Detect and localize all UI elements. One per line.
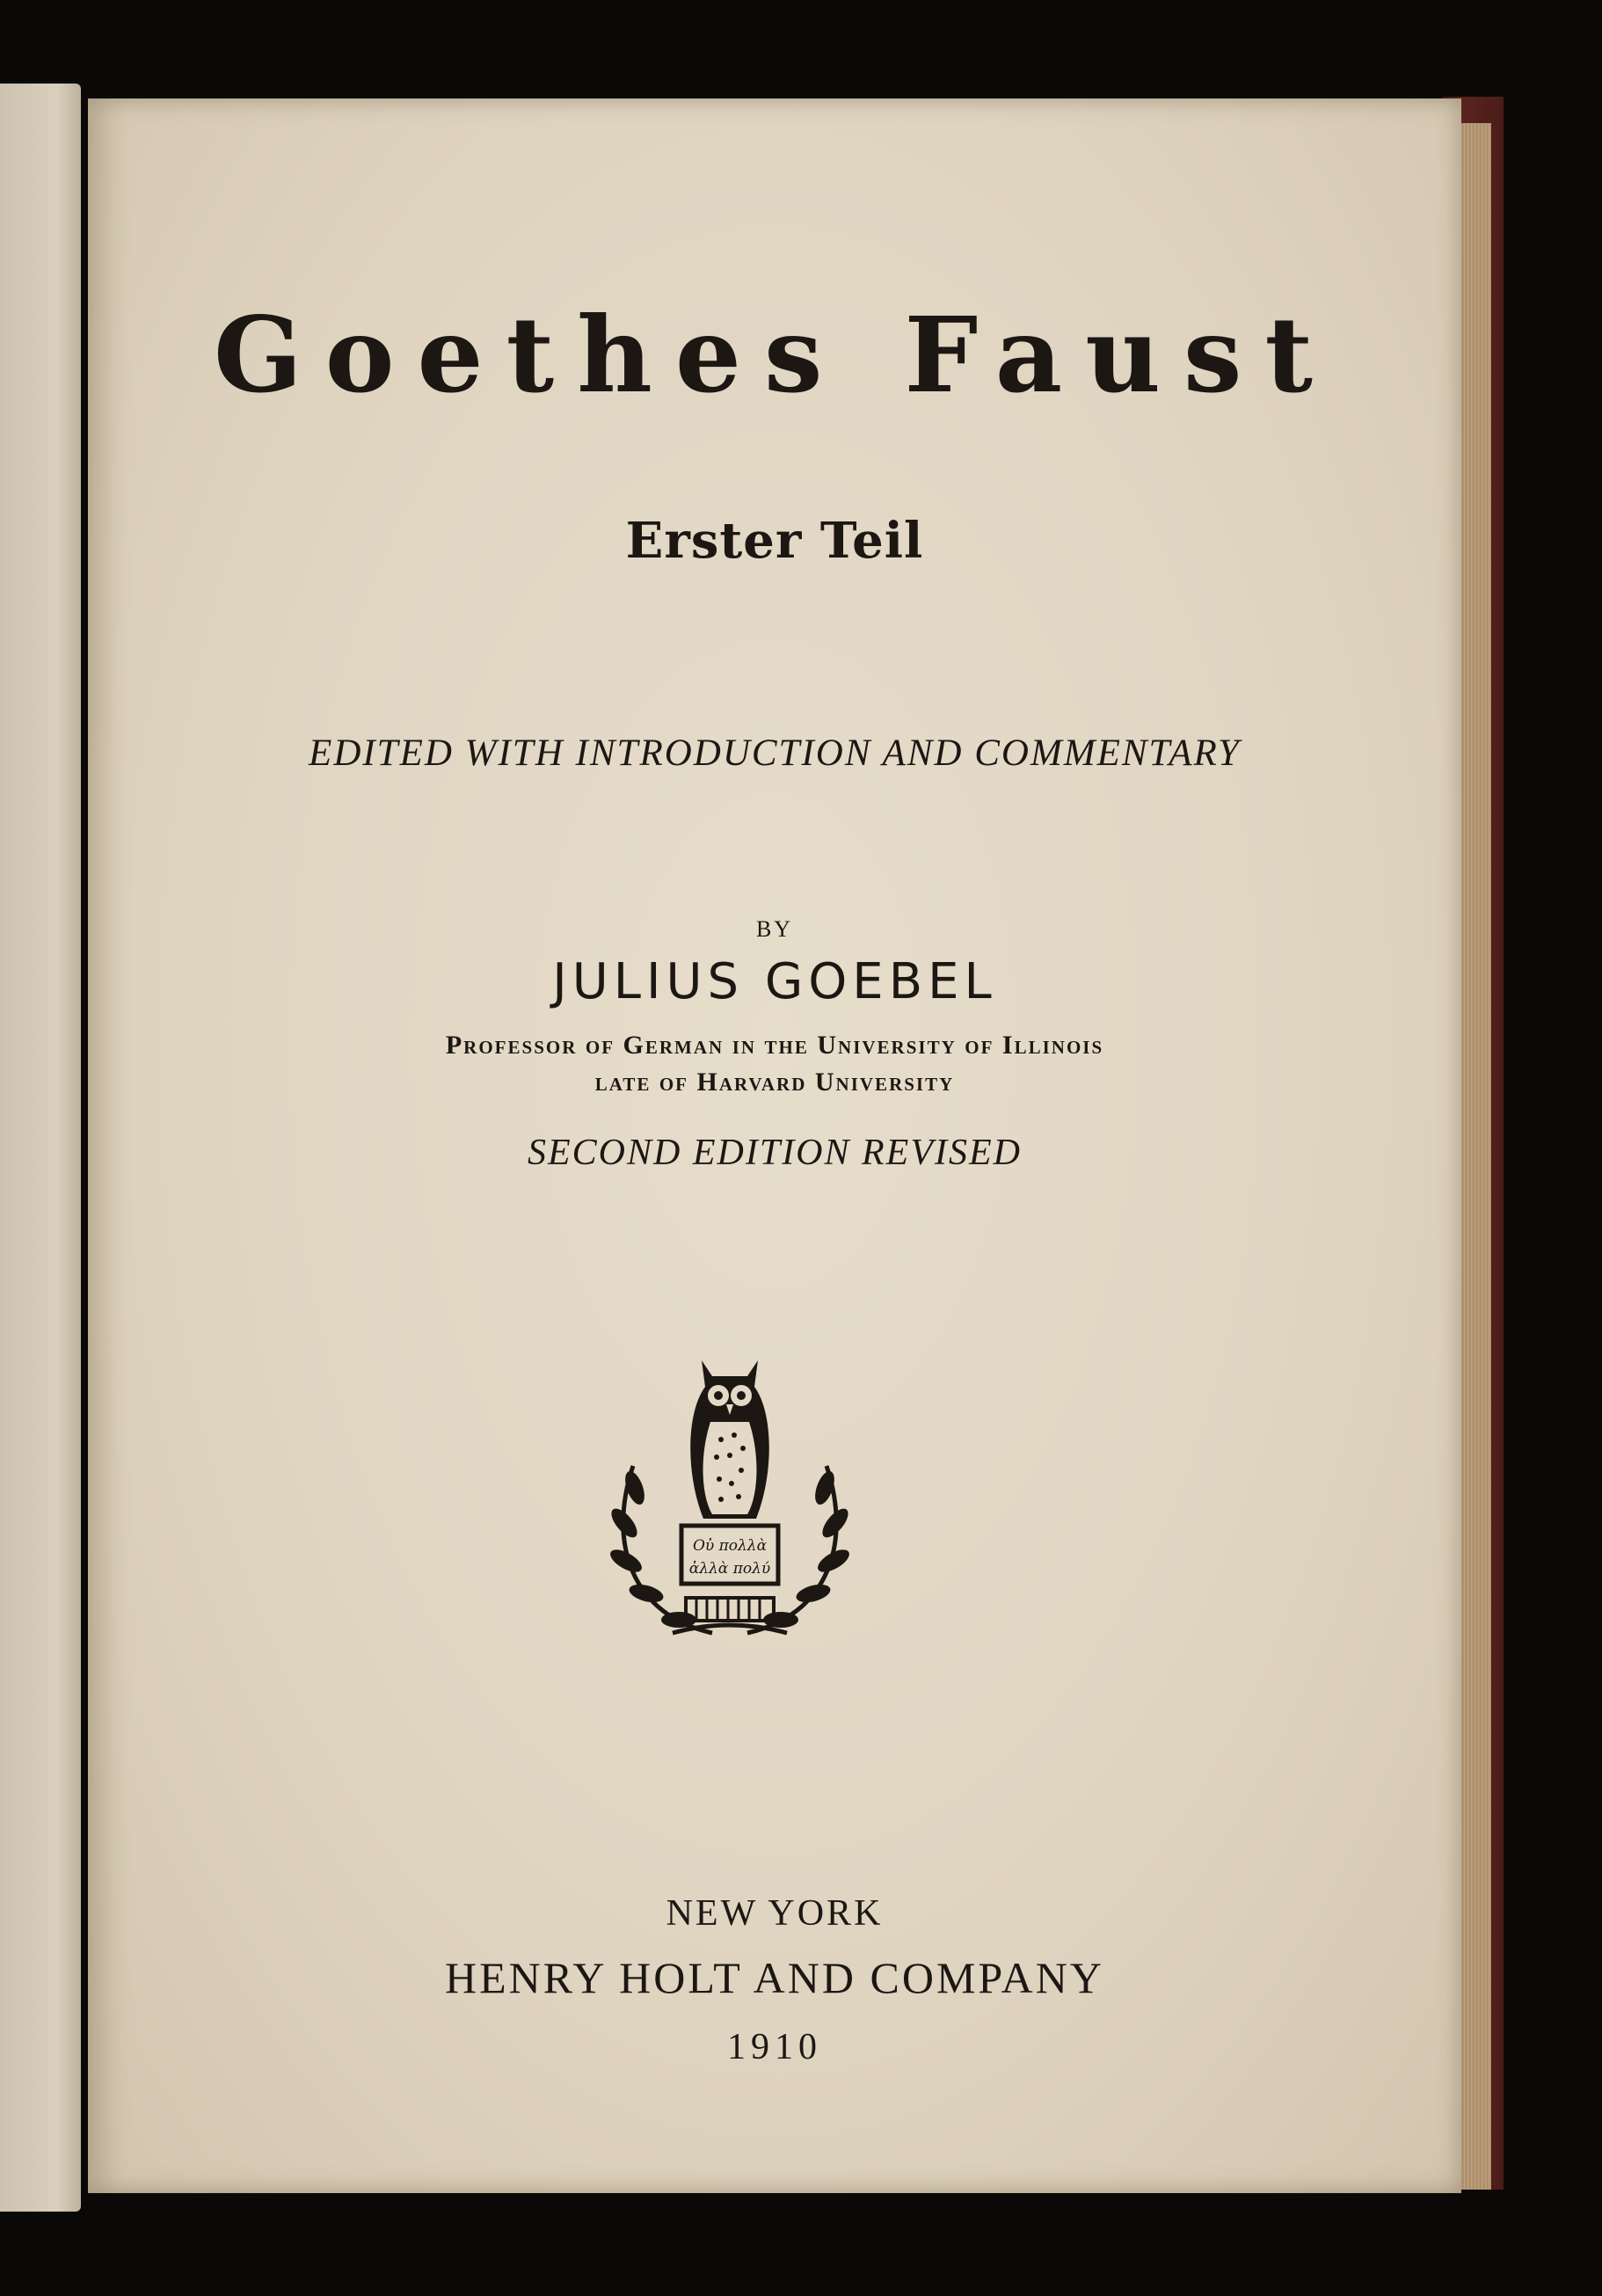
author-affiliation-1: Professor of German in the University of Illinois xyxy=(445,1031,1104,1060)
author-affiliation-2: late of Harvard University xyxy=(594,1068,955,1097)
title-page xyxy=(88,98,1461,2193)
book-subtitle: Erster Teil xyxy=(625,512,924,570)
publication-place: NEW YORK xyxy=(666,1893,884,1934)
publication-year: 1910 xyxy=(727,2027,822,2067)
left-page-edge xyxy=(0,84,81,2212)
edition-line: SECOND EDITION REVISED xyxy=(528,1133,1022,1173)
author-name: JULIUS GOEBEL xyxy=(552,953,997,1010)
by-line: BY xyxy=(755,916,794,942)
publisher-name: HENRY HOLT AND COMPANY xyxy=(445,1953,1104,2002)
emblem-motto-2: ἀλλὰ πολύ xyxy=(688,1560,771,1578)
edited-line: EDITED WITH INTRODUCTION AND COMMENTARY xyxy=(309,733,1241,774)
page-leaves-edge xyxy=(1458,123,1491,2190)
owl-wreath-emblem-icon xyxy=(598,1343,862,1659)
emblem-motto-1: Οὐ πολλὰ xyxy=(692,1537,768,1555)
book-title: Goethes Faust xyxy=(214,294,1336,416)
